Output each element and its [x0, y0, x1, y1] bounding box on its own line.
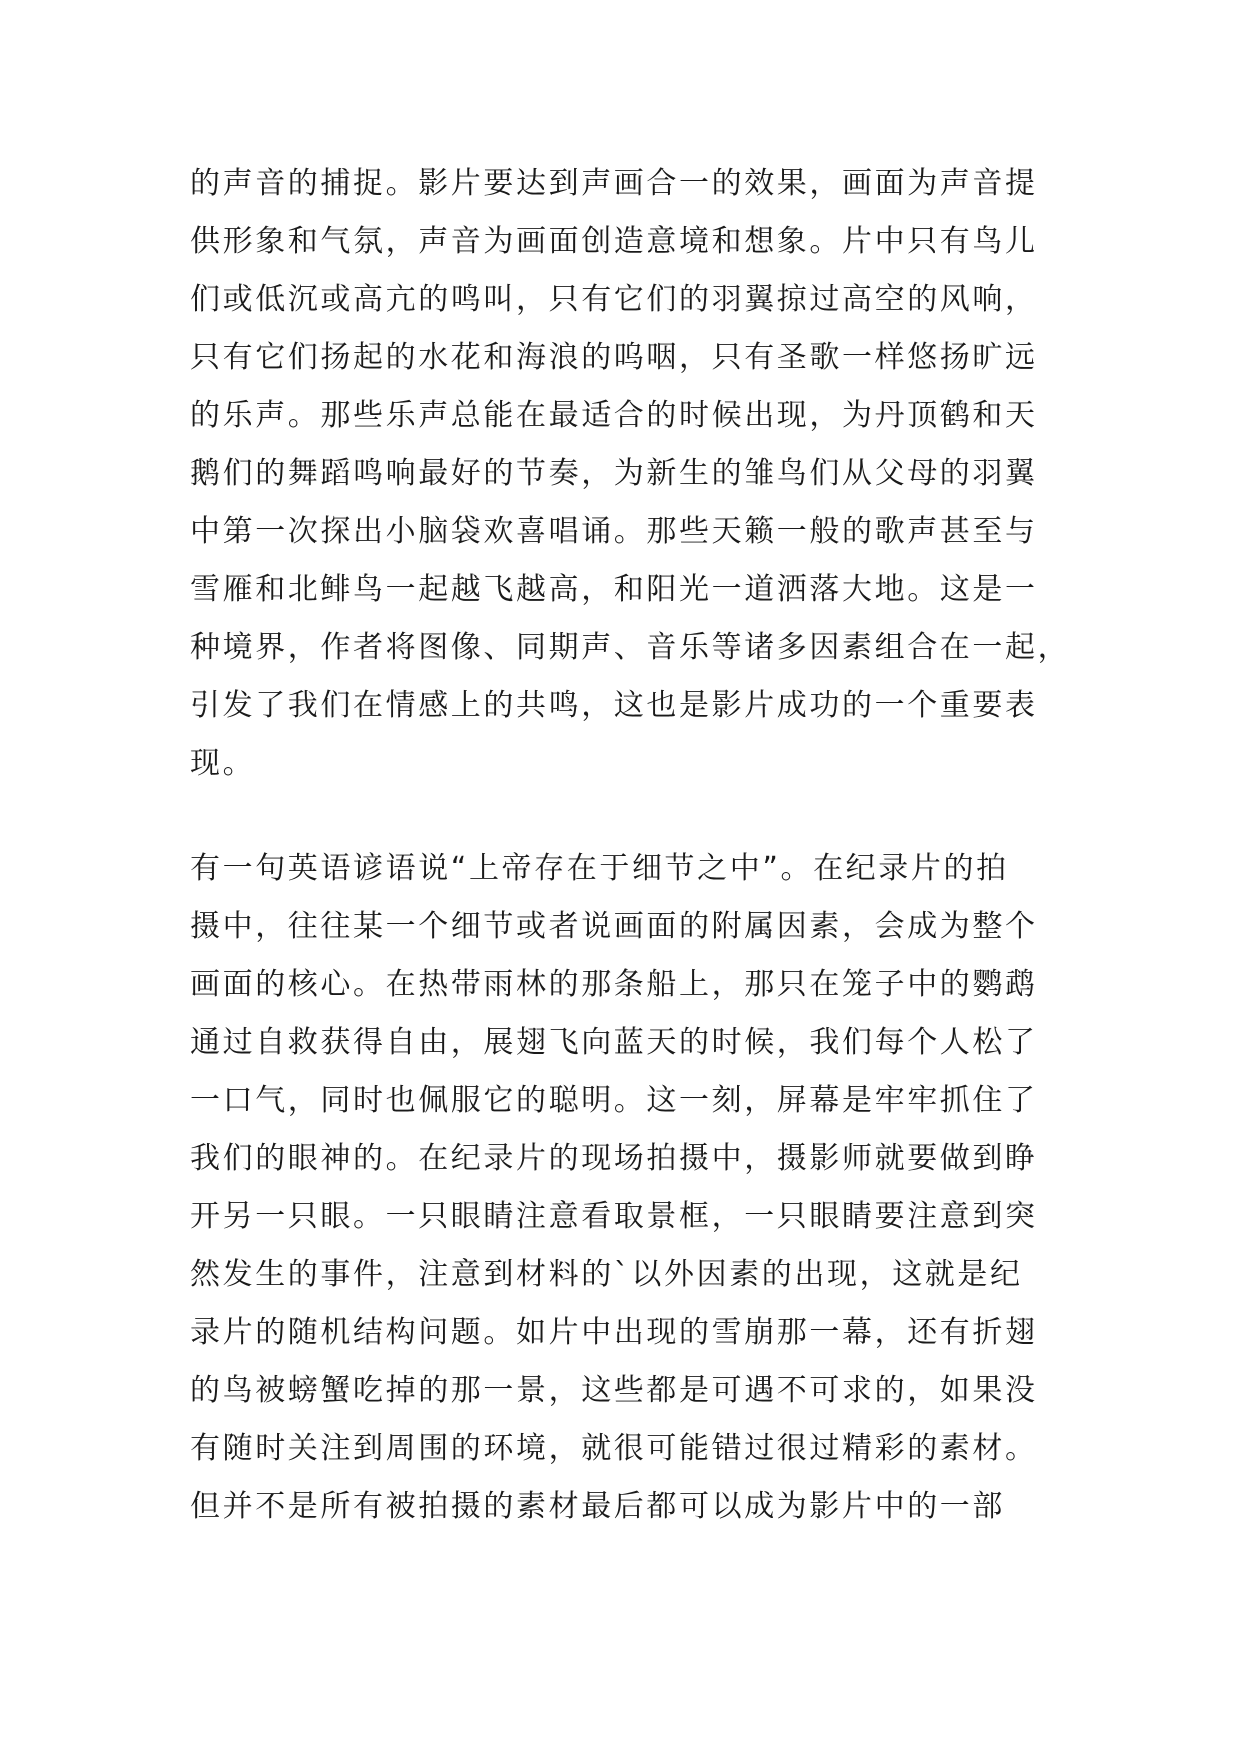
- text-line: 有随时关注到周围的环境，就很可能错过很过精彩的素材。: [190, 1431, 1038, 1466]
- text-line: 开另一只眼。一只眼睛注意看取景框，一只眼睛要注意到突: [190, 1199, 1038, 1234]
- text-line: 的乐声。那些乐声总能在最适合的时候出现，为丹顶鹤和天: [190, 398, 1038, 433]
- text-line: 现。: [190, 746, 256, 781]
- text-line: 只有它们扬起的水花和海浪的呜咽，只有圣歌一样悠扬旷远: [190, 340, 1038, 375]
- text-line: 但并不是所有被拍摄的素材最后都可以成为影片中的一部: [190, 1489, 1005, 1524]
- text-line: 中第一次探出小脑袋欢喜唱诵。那些天籁一般的歌声甚至与: [190, 514, 1038, 549]
- text-line: 通过自救获得自由，展翅飞向蓝天的时候，我们每个人松了: [190, 1025, 1038, 1060]
- text-line: 供形象和气氛，声音为画面创造意境和想象。片中只有鸟儿: [190, 224, 1038, 259]
- text-line: 雪雁和北鲱鸟一起越飞越高，和阳光一道洒落大地。这是一: [190, 572, 1038, 607]
- text-line: 们或低沉或高亢的鸣叫，只有它们的羽翼掠过高空的风响，: [190, 282, 1038, 317]
- text-line: 种境界，作者将图像、同期声、音乐等诸多因素组合在一起，: [190, 630, 1071, 665]
- text-line: 摄中，往往某一个细节或者说画面的附属因素，会成为整个: [190, 909, 1038, 944]
- paragraph-details: [190, 840, 1070, 1536]
- text-line: 录片的随机结构问题。如片中出现的雪崩那一幕，还有折翅: [190, 1315, 1038, 1350]
- text-line: 有一句英语谚语说“上帝存在于细节之中”。在纪录片的拍: [190, 851, 1009, 886]
- text-line: 我们的眼神的。在纪录片的现场拍摄中，摄影师就要做到睁: [190, 1141, 1038, 1176]
- text-line: 画面的核心。在热带雨林的那条船上，那只在笼子中的鹦鹉: [190, 967, 1038, 1002]
- text-line: 的鸟被螃蟹吃掉的那一景，这些都是可遇不可求的，如果没: [190, 1373, 1038, 1408]
- text-line: 一口气，同时也佩服它的聪明。这一刻，屏幕是牢牢抓住了: [190, 1083, 1038, 1118]
- text-line: 的声音的捕捉。影片要达到声画合一的效果，画面为声音提: [190, 166, 1038, 201]
- text-line: 鹅们的舞蹈鸣响最好的节奏，为新生的雏鸟们从父母的羽翼: [190, 456, 1038, 491]
- paragraph-sound-and-image: [190, 155, 1070, 793]
- text-line: 然发生的事件，注意到材料的`以外因素的出现，这就是纪: [190, 1257, 1023, 1292]
- text-line: 引发了我们在情感上的共鸣，这也是影片成功的一个重要表: [190, 688, 1038, 723]
